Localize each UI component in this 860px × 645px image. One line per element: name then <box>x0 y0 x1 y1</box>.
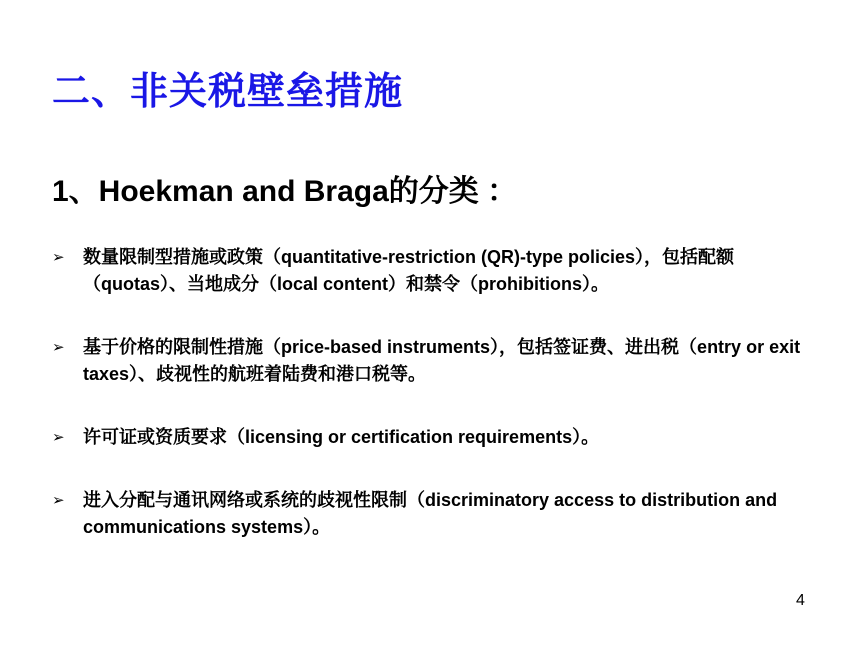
bullet-text: 进入分配与通讯网络或系统的歧视性限制（discriminatory access to distribution and communications systems）。 <box>83 490 778 537</box>
page-number: 4 <box>796 592 805 609</box>
arrowhead-bullet-icon: ➢ <box>52 249 65 266</box>
slide-title: 二、非关税壁垒措施 <box>52 71 404 113</box>
arrowhead-bullet-icon: ➢ <box>52 429 65 446</box>
arrowhead-bullet-icon: ➢ <box>52 339 65 356</box>
bullet-text: 数量限制型措施或政策（quantitative-restriction (QR)-type policies），包括配额（quotas）、当地成分（local content）和禁令（prohibitions）。 <box>83 247 735 294</box>
arrowhead-bullet-icon: ➢ <box>52 492 65 509</box>
bullet-item <box>52 244 812 298</box>
bullet-list <box>52 244 812 577</box>
bullet-item <box>52 334 812 388</box>
slide-subtitle: 1、Hoekman and Braga的分类 ： <box>52 175 518 208</box>
bullet-text: 许可证或资质要求（licensing or certification requirements）。 <box>83 427 600 447</box>
bullet-text: 基于价格的限制性措施（price-based instruments），包括签证费、进出税（entry or exit taxes）、歧视性的航班着陆费和港口税等。 <box>83 337 801 384</box>
bullet-item <box>52 487 812 541</box>
bullet-item <box>52 424 812 451</box>
